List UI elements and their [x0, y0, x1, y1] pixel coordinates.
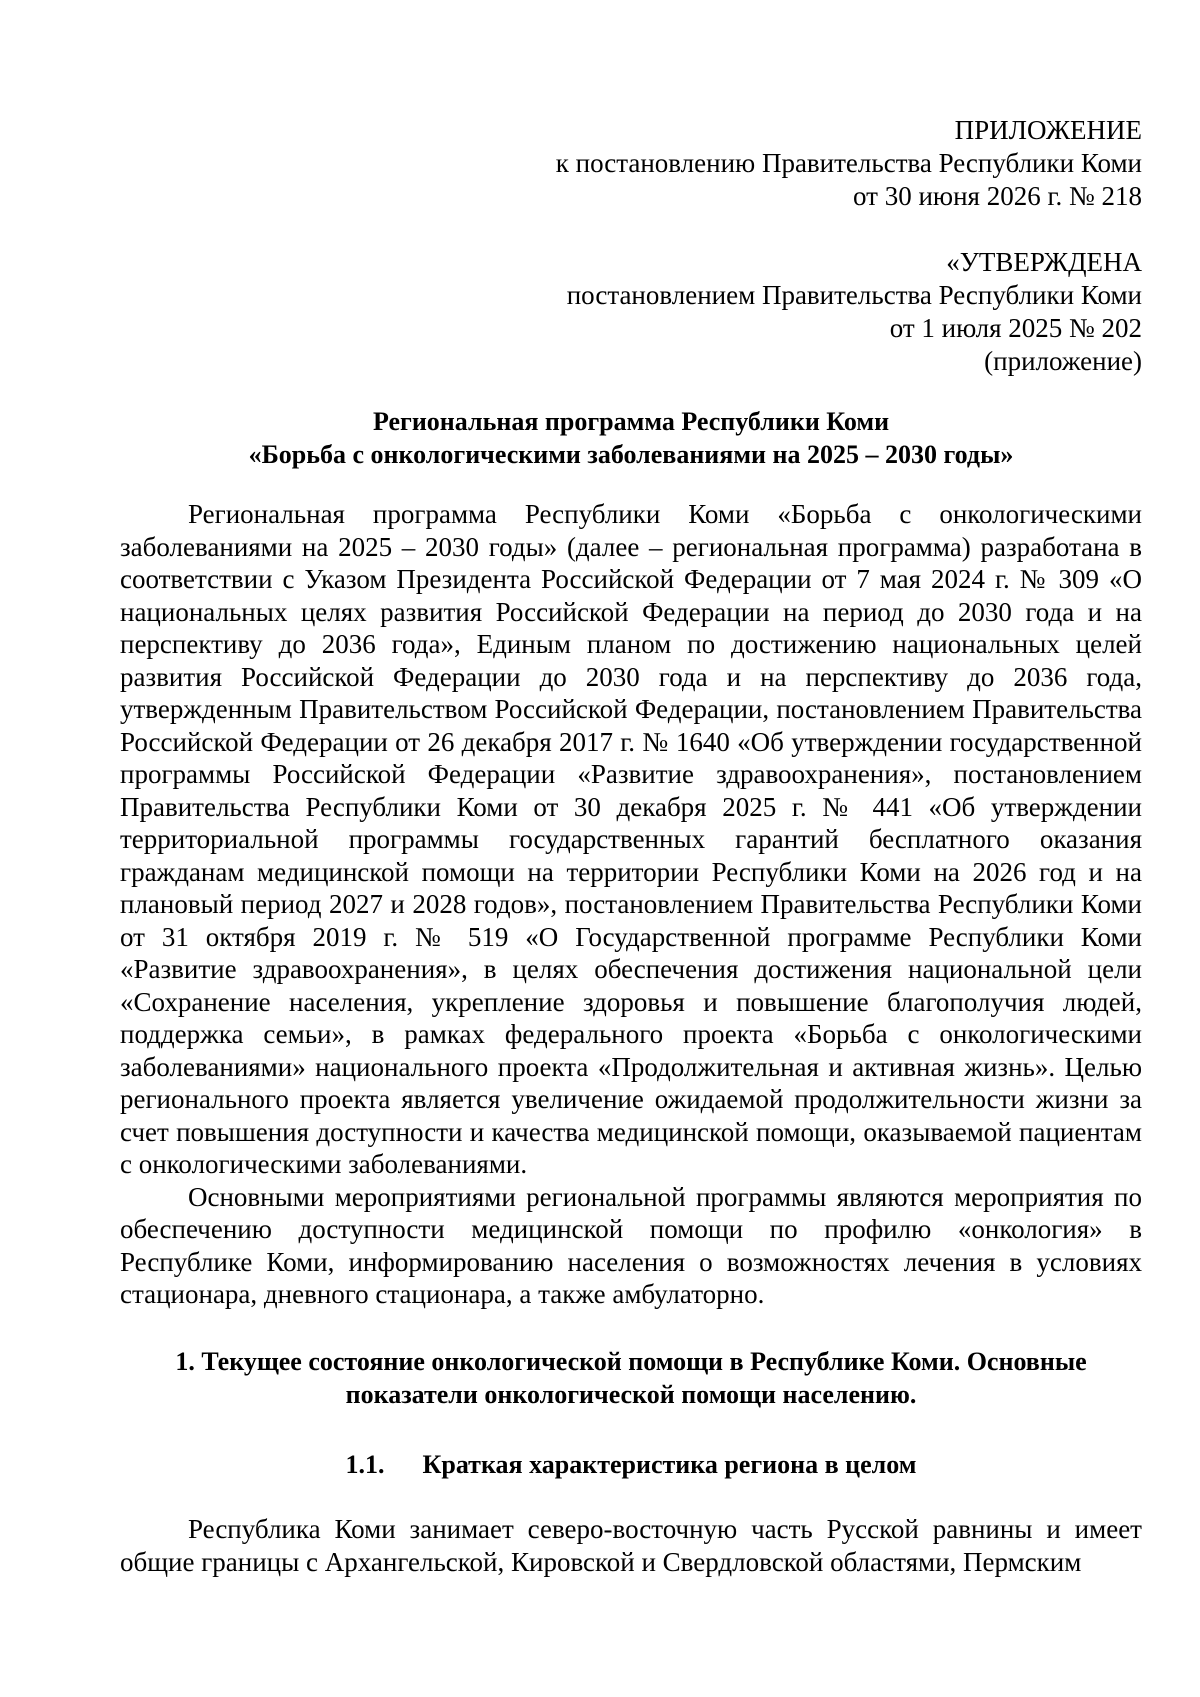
approval-note-line: (приложение): [984, 346, 1142, 376]
subsection-title: Краткая характеристика региона в целом: [422, 1450, 917, 1479]
annex-title: ПРИЛОЖЕНИЕ: [954, 115, 1142, 145]
program-title: [120, 405, 1142, 471]
section-1-heading-line2: показатели онкологической помощи населению.: [345, 1380, 917, 1409]
annex-date-line: от 30 июня 2026 г. № 218: [853, 181, 1142, 211]
intro-paragraph-2: Основными мероприятиями региональной программы являются мероприятия по обеспечению доступности медицинской помощи по профилю «онкология» в Республике Коми, информированию населения о возможностях лечения в условиях стационара, дневного стационара, а также амбулаторно.: [120, 1181, 1142, 1309]
section-1-heading: [120, 1345, 1142, 1411]
approval-title: «УТВЕРЖДЕНА: [946, 247, 1142, 277]
program-title-line1: Региональная программа Республики Коми: [372, 407, 890, 436]
region-paragraph: Республика Коми занимает северо-восточную часть Русской равнины и имеет общие границы с Архангельской, Кировской и Свердловской областями, Пермским: [120, 1514, 1142, 1577]
region-text: [120, 1513, 1142, 1578]
subsection-1-1-heading: [120, 1448, 1142, 1481]
annex-resolution-line: к постановлению Правительства Республики Коми: [555, 148, 1142, 178]
annex-header: [556, 114, 1142, 213]
subsection-number: 1.1.: [345, 1450, 385, 1479]
intro-paragraph-1: Региональная программа Республики Коми «Борьба с онкологическими заболеваниями на 2025 – 2030 годы» (далее – региональная программа) разработана в соответствии с Указом Президента Российской Федерации от 7 мая 2024 г. № 309 «О национальных целях развития Российской Федерации на период до 2030 года и на перспективу до 2036 года», Единым планом по достижению национальных целей развития Российской Федерации до 2030 года и на перспективу до 2036 года, утвержденным Правительством Российской Федерации, постановлением Правительства Российской Федерации от 26 декабря 2017 г. № 1640 «Об утверждении государственной программы Российской Федерации «Развитие здравоохранения», постановлением Правительства Республики Коми от 30 декабря 2025 г. № 441 «Об утверждении территориальной программы государственных гарантий бесплатного оказания гражданам медицинской помощи на территории Республики Коми на 2026 год и на плановый период 2027 и 2028 годов», постановлением Правительства Республики Коми от 31 октября 2019 г. № 519 «О Государственной программе Республики Коми «Развитие здравоохранения», в целях обеспечения достижения национальной цели «Сохранение населения, укрепление здоровья и повышение благополучия людей, поддержка семьи», в рамках федерального проекта «Борьба с онкологическими заболеваниями» национального проекта «Продолжительная и активная жизнь». Целью регионального проекта является увеличение ожидаемой продолжительности жизни за счет повышения доступности и качества медицинской помощи, оказываемой пациентам с онкологическими заболеваниями.: [120, 499, 1142, 1179]
approval-header: [567, 246, 1142, 378]
intro-text: [120, 498, 1142, 1311]
program-title-line2: «Борьба с онкологическими заболеваниями на 2025 – 2030 годы»: [248, 440, 1014, 469]
approval-date-line: от 1 июля 2025 № 202: [889, 313, 1142, 343]
approval-resolution-line: постановлением Правительства Республики Коми: [566, 280, 1142, 310]
section-1-heading-line1: 1. Текущее состояние онкологической помощи в Республике Коми. Основные: [175, 1347, 1087, 1376]
